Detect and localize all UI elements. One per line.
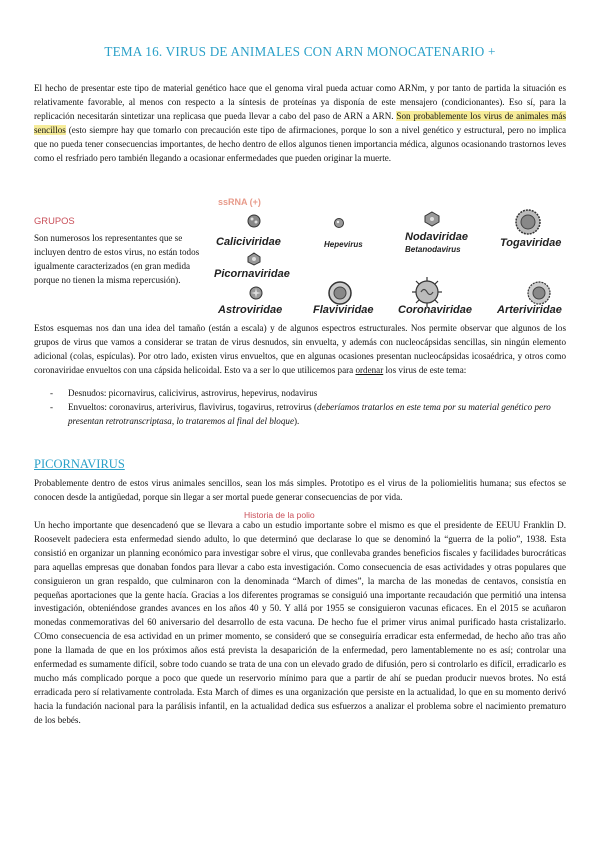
- intro-text-2: (esto siempre hay que tomarlo con precaución este tipo de afirmaciones, porque lo son a nivel genético y estructural, pero no implica que no pueda tener consecuencias importantes, de hecho dentro de ellos algunos tienen importancia médica, algunos ocasionando trastornos leves como el resfriado pero también llegando a ocasionar enfermedades que pueden originar la muerte.: [34, 124, 566, 163]
- picornavirus-particle-icon: [247, 252, 261, 266]
- astrovirus-particle-icon: [249, 286, 263, 300]
- list-item: [34, 401, 566, 429]
- picornavirus-heading: PICORNAVIRUS: [34, 457, 125, 471]
- list-item: [34, 387, 566, 401]
- intro-paragraph: [34, 82, 566, 165]
- intro-highlight: Son probablemente los virus de animales más sencillos: [34, 110, 566, 135]
- astroviridae-label: Astroviridae: [218, 304, 283, 316]
- intro-text-1: El hecho de presentar este tipo de material genético hace que el genoma viral pueda actuar como ARNm, y por tanto de partida la situación es relativamente favorable, al menos con respecto a la síntesis de proteínas ya disponía de este mensajero (condicionantes). Eso sí, para la replicación necesitarán sintetizar una replicasa que pueda llevar a cabo del paso de ARN a ARN.: [34, 83, 566, 121]
- hepevirus-particle-icon: [334, 218, 344, 228]
- figure-cropped-label: ssRNA (+): [218, 197, 261, 207]
- togaviridae-label: Togaviridae: [500, 237, 562, 249]
- nodavirus-particle-icon: [424, 211, 440, 227]
- page-title: TEMA 16. VIRUS DE ANIMALES CON ARN MONOCATENARIO +: [104, 44, 496, 59]
- list-item-end: ).: [294, 415, 300, 426]
- picornaviridae-label: Picornaviridae: [214, 268, 290, 280]
- virus-families-figure: [210, 197, 566, 320]
- polio-history-subheading: Historia de la polio: [244, 510, 315, 520]
- virus-classification-list: [34, 387, 566, 429]
- groups-paragraph: Son numerosos los representantes que se incluyen dentro de estos virus, no están todos igualmente caracterizados (en gran medida porque no tienen la misma repercusión).: [34, 233, 200, 285]
- betanodavirus-label: Betanodavirus: [405, 245, 461, 254]
- list-item-text: coronavirus, arterivirus, flavivirus, togavirus, retrovirus (: [106, 401, 318, 412]
- schemes-underlined-word: ordenar: [355, 364, 384, 375]
- groups-heading: GRUPOS: [34, 215, 75, 226]
- hepevirus-label: Hepevirus: [324, 240, 363, 249]
- togavirus-particle-icon: [512, 206, 544, 238]
- list-bullet: -: [50, 401, 54, 412]
- picornavirus-intro-paragraph: Probablemente dentro de estos virus animales sencillos, sean los más simples. Prototipo es el virus de la poliomielitis humana; sus efectos se conocen desde la antigüedad, porque sin llegar a ser mortal puede generar consecuencias de por vida.: [34, 478, 566, 502]
- caliciviridae-label: Caliciviridae: [216, 236, 281, 248]
- schemes-paragraph: [34, 322, 566, 378]
- list-item-text: picornavirus, calicivirus, astrovirus, hepevirus, nodavirus: [106, 388, 318, 398]
- schemes-text-2: los virus de este tema:: [383, 364, 467, 375]
- flavivirus-particle-icon: [327, 280, 353, 306]
- nodaviridae-label: Nodaviridae: [405, 231, 468, 243]
- schemes-text-1: Estos esquemas nos dan una idea del tamaño (están a escala) y de algunos espectros estructurales. Nos permite observar que algunos de los grupos de virus que vamos a considerar se tratan de virus desnudos, sin envuelta, y además con nucleocápsidas sencillas, sin ningún elemento adicional (colas, espículas). Por otro lado, existen virus envueltos, que en algunas ocasiones presentan nucleocápsidas icosaédrica, y otros como coronaviridae envueltos con una cápsida helicoidal. Esto va a ser lo que utilicemos para: [34, 323, 566, 375]
- coronaviridae-label: Coronaviridae: [398, 304, 472, 316]
- list-item-label: Desnudos:: [68, 388, 107, 398]
- flaviviridae-label: Flaviviridae: [313, 304, 374, 316]
- list-item-note: deberíamos tratarlos en este tema por su material genético pero presentan retrotranscriptasa, lo trataremos al final del bloque: [68, 401, 551, 426]
- arteriviridae-label: Arteriviridae: [497, 304, 562, 316]
- polio-history-paragraph: Un hecho importante que desencadenó que se llevara a cabo un estudio importante sobre el mismo es que el presidente de EEUU Franklin D. Roosevelt padeciera esta enfermedad siendo adulto, lo que determinó que declarase lo que se denominó la “guerra de la polio”, 1938. Esta consistió en organizar un planning económico para investigar sobre el virus, que conllevaba grandes beneficios fiscales y facilidades burocráticas para aquellas empresas que donaban fondos para llevar a cabo esta investigación. Como consecuencia de esas actividades y otras populares que consiguieron un gran respaldo, que culminaron con la denominada “March of dimes”, la marcha de las monedas de centavos, consistía en pequeñas aportaciones que la gente hacía. Gracias a los diferentes programas se consiguió una importante recaudación que permitió una intensa investigación, obteniéndose grandes avances en los años 40 y 50. Y allá por 1955 se consiguieron vacunas eficaces. En el 2015 se acuñaron monedas conmemorativas del 60 aniversario del desarrollo de esta vacuna. De hecho fue el primer virus animal purificado hasta cristalizarlo. COmo consecuencia de esa actividad en un primer momento, se consideró que se conseguiría erradicar esta enfermedad, de hecho año tras año pone la llamada de que en los próximos años está prevista la desaparición de la enfermedad, pero lamentablemente no es así; controlar una enfermedad es sumamente difícil, sobre todo cuando se trata de una con un elevado grado de difusión, pero si controlarlo es difícil, erradicarlo es mucho más complicado porque a poco que quede un reservorio mínimo para que a partir de ahí se puedan producir nuevos brotes. No está erradicada pero sí relativamente controlada. Esta March of dimes es una organización que persiste en la actualidad, lo que en su momento derivó hacia la fundación nacional para la parálisis infantil, en la actualidad dedica sus esfuerzos a analizar el problema sobre el nacimiento prematuro de los bebés.: [34, 520, 566, 725]
- list-item-label: Envueltos:: [68, 401, 107, 412]
- calicivirus-particle-icon: [247, 214, 261, 228]
- list-bullet: -: [50, 388, 54, 398]
